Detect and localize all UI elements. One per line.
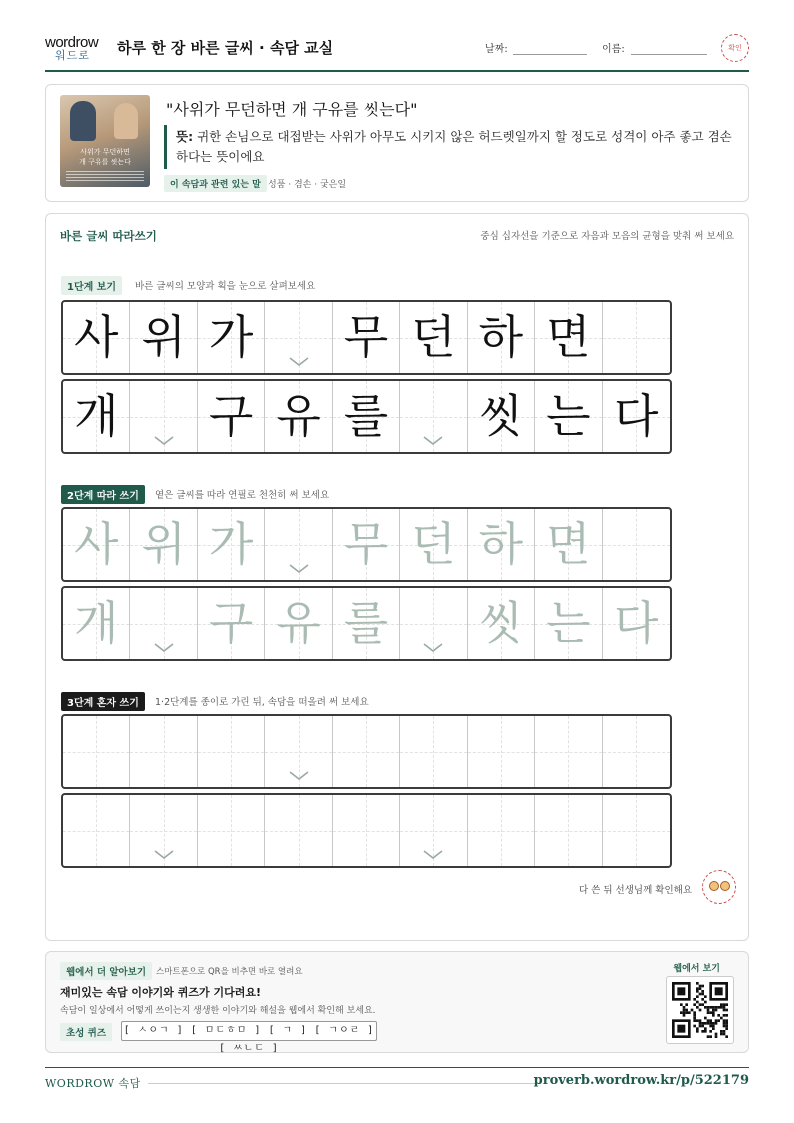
writing-cell [468,302,535,373]
check-stamp: 확인 [721,34,749,62]
writing-cell[interactable] [63,795,130,866]
stage1-row-1 [61,300,672,375]
stage1-row-2 [61,379,672,454]
writing-cell [333,588,400,659]
writing-cell [603,509,670,580]
qr-label: 웹에서 보기 [673,964,720,974]
writing-cell[interactable] [63,716,130,787]
space-chevron-icon [423,850,443,860]
cell-character: 던 [411,310,456,364]
writing-cell [198,302,265,373]
cell-character: 를 [343,389,389,443]
space-chevron-icon [154,850,174,860]
proverb-meaning [176,127,736,167]
web-tag: 웹에서 더 알아보기 [60,962,152,980]
stage3-description: 1·2단계를 종이로 가린 뒤, 속담을 떠올려 써 보세요 [155,697,369,708]
illustration-fine-print [66,171,144,183]
cell-character: 는 [546,596,591,650]
writing-cell [468,381,535,452]
web-subtext: 속담이 일상에서 어떻게 쓰이는지 생생한 이야기와 해설을 웹에서 확인해 보세요. [60,1006,376,1016]
writing-cell [400,381,467,452]
writing-cell[interactable] [468,795,535,866]
cell-character: 무 [343,310,389,364]
writing-cell [400,509,467,580]
writing-cell[interactable] [603,716,670,787]
stage2-tag: 2단계 따라 쓰기 [61,485,145,504]
writing-cell[interactable] [468,716,535,787]
writing-cell[interactable] [400,716,467,787]
cell-character: 씻 [478,596,524,650]
stage3-row-2[interactable] [61,793,672,868]
cell-character: 사 [74,517,119,571]
stage3-tag: 3단계 혼자 쓰기 [61,692,145,711]
cell-character: 가 [208,310,254,364]
stage1-description: 바른 글씨의 모양과 획을 눈으로 살펴보세요 [135,281,316,292]
teacher-check-note: 다 쓴 뒤 선생님께 확인해요 [578,885,692,896]
stage2-description: 옅은 글씨를 따라 연필로 천천히 써 보세요 [155,490,330,501]
illustration-figure-man [70,101,96,141]
writing-cell[interactable] [535,795,602,866]
writing-cell[interactable] [130,716,197,787]
date-field[interactable] [513,54,587,55]
writing-cell[interactable] [333,795,400,866]
cell-character: 위 [141,310,186,364]
space-chevron-icon [423,643,443,653]
illustration-figure-woman [114,103,138,139]
cell-character: 면 [546,310,591,364]
logo-korean: 워드로 [55,49,90,62]
footer-rule [148,1083,540,1084]
writing-cell [198,381,265,452]
meaning-text: 귀한 손님으로 대접받는 사위가 아무도 시키지 않은 허드렛일까지 할 정도로 성격이 아주 좋고 겸손하다는 뜻이에요 [176,129,732,164]
practice-title: 바른 글씨 따라쓰기 [60,229,157,243]
qr-code-graphic [672,982,728,1038]
cell-character: 다 [614,389,659,443]
writing-cell [130,302,197,373]
writing-cell[interactable] [130,795,197,866]
writing-cell [63,588,130,659]
name-label: 이름: [602,44,625,55]
writing-cell [468,588,535,659]
wordrow-logo [45,34,107,64]
cell-character: 유 [276,596,321,650]
cell-character: 던 [411,517,456,571]
stage3-row-1[interactable] [61,714,672,789]
stamp-face-left [709,881,719,891]
writing-cell[interactable] [333,716,400,787]
date-label: 날짜: [485,44,508,55]
cell-character: 를 [343,596,389,650]
space-chevron-icon [289,357,309,367]
writing-cell [130,588,197,659]
handwriting-practice-card [45,213,749,941]
initial-consonant-quiz: [ ㅅㅇㄱ ] [ ㅁㄷㅎㅁ ] [ ㄱ ] [ ㄱㅇㄹ ] [ ㅆㄴㄷ ] [121,1021,377,1041]
space-chevron-icon [289,564,309,574]
cell-character: 개 [74,389,119,443]
proverb-heading: "사위가 무던하면 개 구유를 씻는다" [166,100,418,119]
proverb-illustration [60,95,150,187]
writing-cell [198,588,265,659]
stage2-row-1[interactable] [61,507,672,582]
writing-cell [535,588,602,659]
stamp-face-right [720,881,730,891]
logo-wordmark: wordrow [45,34,99,51]
cell-character: 구 [208,596,254,650]
cell-character: 하 [478,517,524,571]
space-chevron-icon [154,436,174,446]
writing-cell[interactable] [265,795,332,866]
cell-character: 개 [74,596,119,650]
writing-cell [198,509,265,580]
page-header [45,28,749,72]
writing-cell [63,381,130,452]
writing-cell [400,302,467,373]
cell-character: 는 [546,389,591,443]
writing-cell [63,302,130,373]
writing-cell [400,588,467,659]
footer-divider [45,1067,749,1068]
web-hint: 스마트폰으로 QR을 비추면 바로 열려요 [156,967,303,977]
writing-cell [333,381,400,452]
writing-cell[interactable] [603,795,670,866]
stage2-row-2[interactable] [61,586,672,661]
space-chevron-icon [154,643,174,653]
cell-character: 구 [208,389,254,443]
writing-cell [535,381,602,452]
writing-cell [265,302,332,373]
meaning-label: 뜻: [176,129,194,144]
worksheet-title: 하루 한 장 바른 글씨 · 속담 교실 [117,39,334,57]
name-field[interactable] [631,54,707,55]
writing-cell [603,302,670,373]
writing-cell [535,302,602,373]
practice-hint: 중심 십자선을 기준으로 자음과 모음의 균형을 맞춰 써 보세요 [480,231,734,242]
writing-cell [130,509,197,580]
space-chevron-icon [289,771,309,781]
cell-character: 하 [478,310,524,364]
writing-cell [265,509,332,580]
writing-cell[interactable] [198,795,265,866]
writing-cell [603,588,670,659]
writing-cell[interactable] [265,716,332,787]
writing-cell [603,381,670,452]
illustration-caption-1: 사위가 무던하면 [80,148,130,156]
teacher-stamp-icon [702,870,736,904]
writing-cell [265,588,332,659]
related-words: 성품 · 겸손 · 궂은일 [268,180,347,190]
cell-character: 사 [74,310,119,364]
writing-cell [63,509,130,580]
space-chevron-icon [423,436,443,446]
writing-cell [130,381,197,452]
quiz-tag: 초성 퀴즈 [60,1023,112,1041]
stage1-tag: 1단계 보기 [61,276,122,295]
writing-cell [265,381,332,452]
cell-character: 다 [614,596,659,650]
web-headline: 재미있는 속담 이야기와 퀴즈가 기다려요! [60,986,261,999]
cell-character: 가 [208,517,254,571]
writing-cell [333,302,400,373]
writing-cell[interactable] [198,716,265,787]
footer-brand: WORDROW 속담 [45,1077,141,1090]
web-promo-card [45,951,749,1053]
qr-code-icon[interactable] [666,976,734,1044]
footer-url-link[interactable]: proverb.wordrow.kr/p/522179 [533,1073,749,1088]
writing-cell [535,509,602,580]
illustration-caption-2: 개 구유를 씻는다 [79,158,131,166]
writing-cell [333,509,400,580]
related-words-tag: 이 속담과 관련 있는 말 [164,175,267,192]
writing-cell[interactable] [535,716,602,787]
cell-character: 씻 [478,389,524,443]
cell-character: 위 [141,517,186,571]
writing-cell [468,509,535,580]
cell-character: 무 [343,517,389,571]
meaning-accent-bar [164,125,167,169]
writing-cell[interactable] [400,795,467,866]
cell-character: 유 [276,389,321,443]
proverb-card [45,84,749,202]
cell-character: 면 [546,517,591,571]
